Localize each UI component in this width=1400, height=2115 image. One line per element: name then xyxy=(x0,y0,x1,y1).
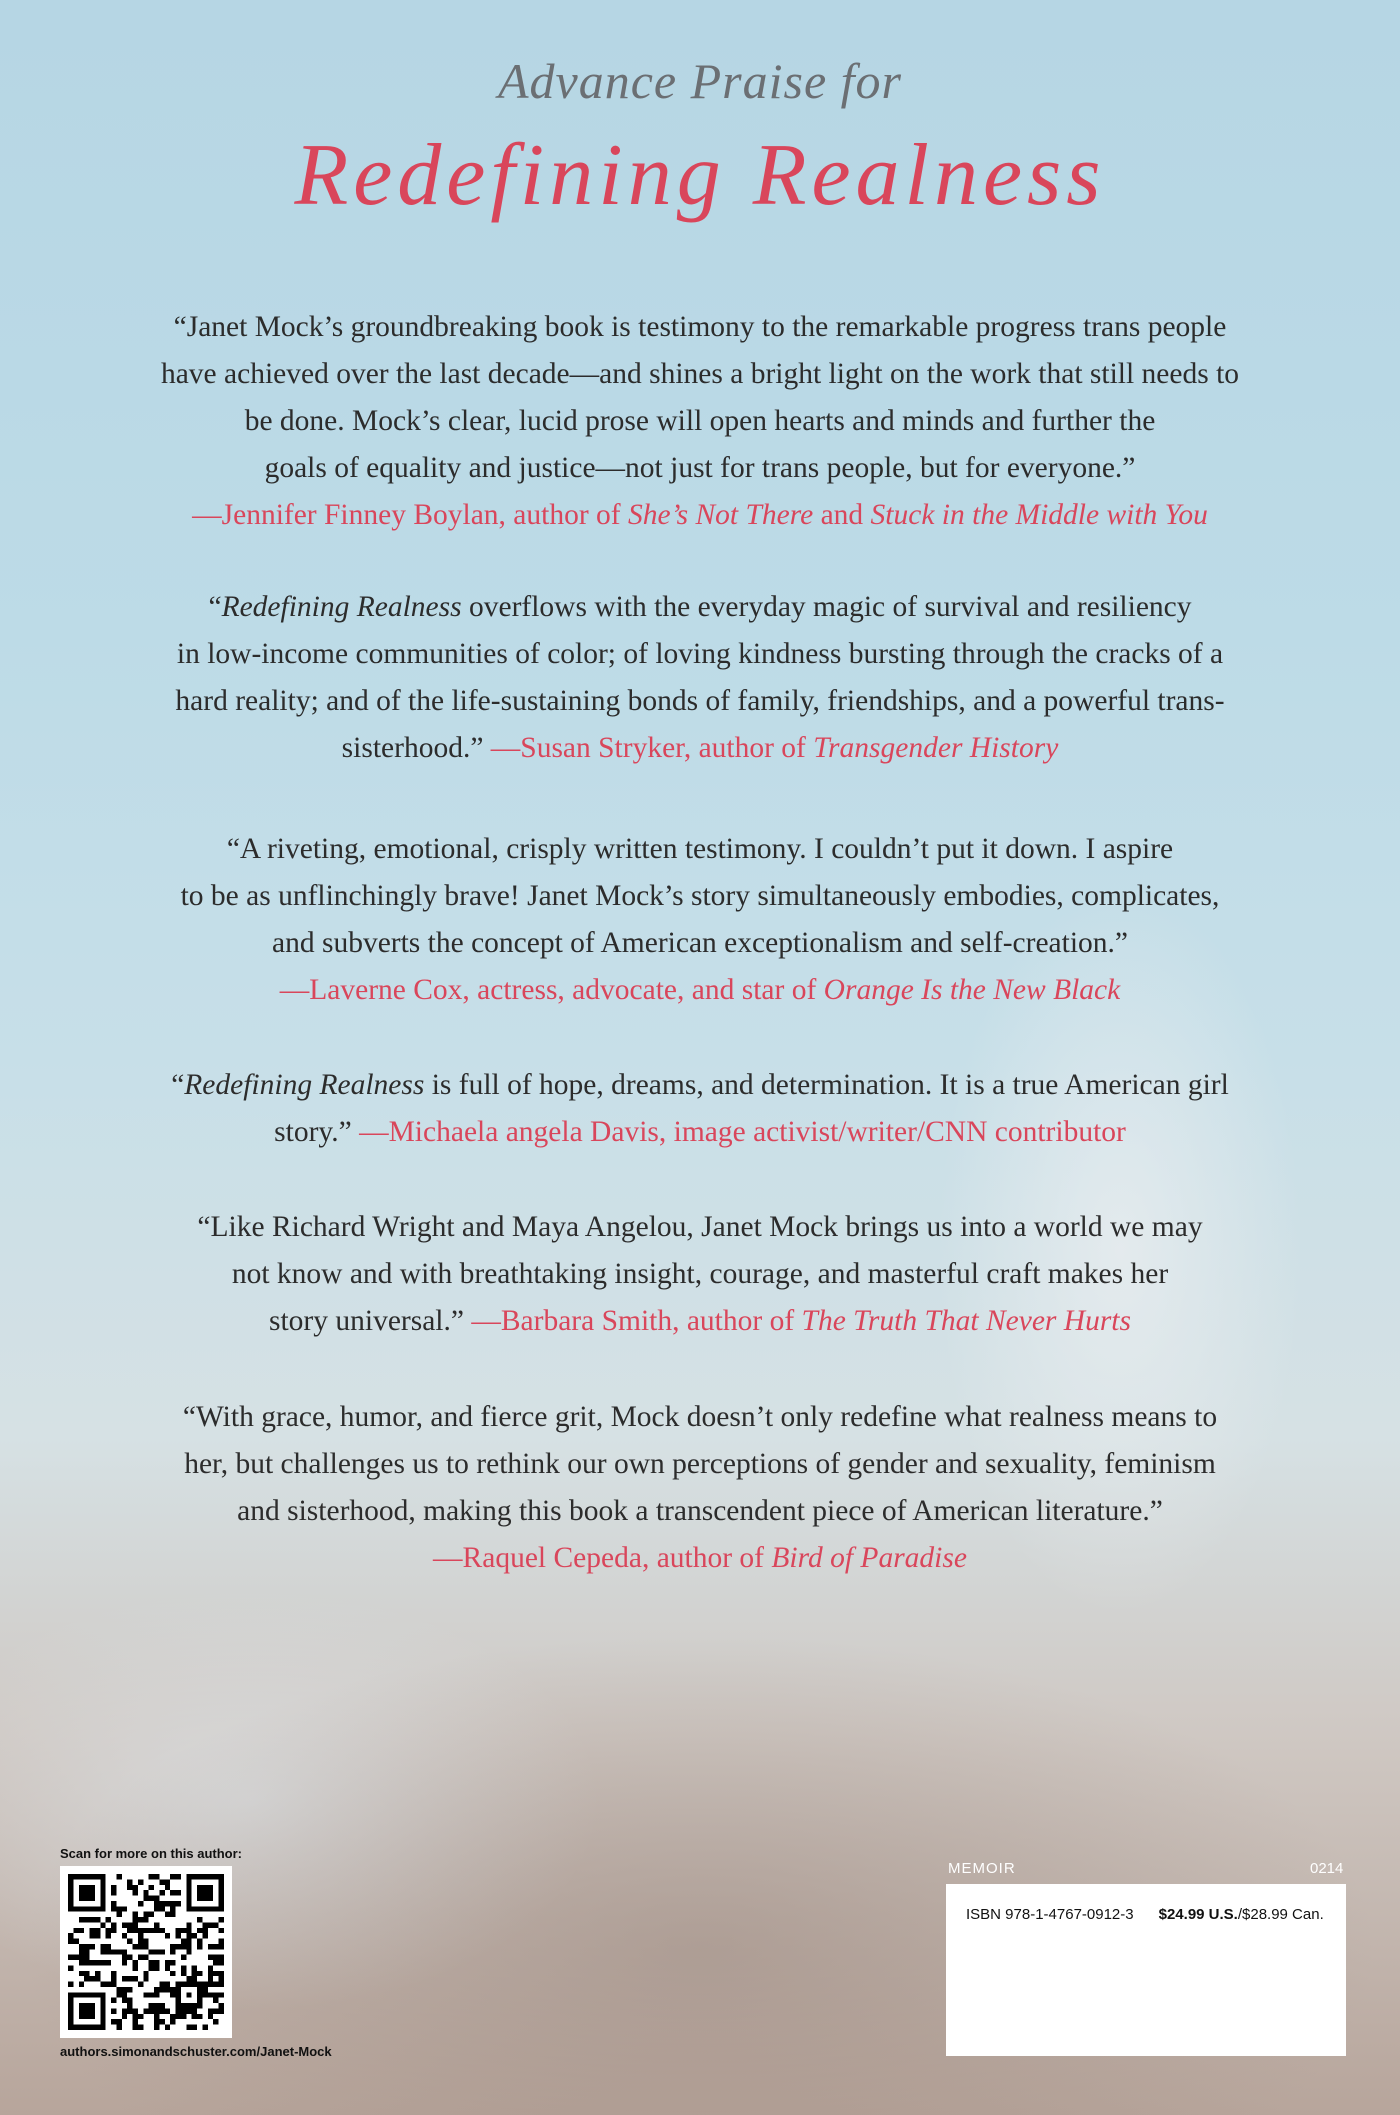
qr-label: Scan for more on this author: xyxy=(60,1846,243,1861)
attribution-author: —Raquel Cepeda, author of xyxy=(433,1542,772,1574)
attribution-author: —Susan Stryker, author of xyxy=(490,732,814,764)
quote-boylan xyxy=(60,304,1340,539)
attribution xyxy=(471,1305,1131,1337)
quote-smith xyxy=(60,1204,1340,1345)
quote-line xyxy=(60,1298,1340,1345)
attribution-author: —Barbara Smith, author of xyxy=(471,1305,802,1337)
attribution-author: —Laverne Cox, actress, advocate, and star of xyxy=(279,974,824,1006)
attribution xyxy=(491,732,1059,764)
quote-line: “Redefining Realness overflows with the everyday magic of survival and resiliency xyxy=(208,591,1192,623)
quoted-book-title: Redefining Realness xyxy=(184,1069,425,1101)
quote-line xyxy=(60,1109,1340,1156)
quote-line: “Redefining Realness is full of hope, dreams, and determination. It is a true American girl xyxy=(171,1069,1229,1101)
quoted-book-title: Redefining Realness xyxy=(221,591,462,623)
quote-line: “A riveting, emotional, crisply written testimony. I couldn’t put it down. I aspire xyxy=(226,833,1174,865)
quote-line xyxy=(60,725,1340,772)
attribution-work: Stuck in the Middle with You xyxy=(870,499,1208,531)
attribution-work: Bird of Paradise xyxy=(771,1542,967,1574)
attribution-joiner: and xyxy=(813,499,871,531)
attribution-work: She’s Not There xyxy=(628,499,814,531)
price-us: $24.99 U.S. xyxy=(1158,1906,1238,1923)
quote-text: story universal.” xyxy=(269,1305,472,1337)
quote-stryker xyxy=(60,584,1340,772)
isbn: ISBN 978-1-4767-0912-3 xyxy=(966,1906,1134,1923)
attribution xyxy=(60,492,1340,539)
attribution: —Michaela angela Davis, image activist/writer/CNN contributor xyxy=(359,1116,1126,1148)
quote-text: overflows with the everyday magic of survival and resiliency xyxy=(461,591,1192,623)
quote-line: not know and with breathtaking insight, courage, and masterful craft makes her xyxy=(231,1258,1169,1290)
quote-line: goals of equality and justice—not just for trans people, but for everyone.” xyxy=(264,452,1136,484)
quote-davis xyxy=(60,1062,1340,1156)
quote-cox xyxy=(60,826,1340,1014)
praise-heading: Advance Praise for xyxy=(497,53,902,109)
quote-line: in low-income communities of color; of loving kindness bursting through the cracks of a xyxy=(176,638,1224,670)
isbn-price-row xyxy=(966,1906,1324,1923)
qr-code[interactable] xyxy=(60,1866,232,2038)
quote-cepeda xyxy=(60,1394,1340,1582)
attribution-author: —Jennifer Finney Boylan, author of xyxy=(192,499,628,531)
quote-text: story.” xyxy=(274,1116,360,1148)
quote-line: “Janet Mock’s groundbreaking book is testimony to the remarkable progress trans people xyxy=(173,311,1227,343)
quote-text: is full of hope, dreams, and determination. It is a true American girl xyxy=(424,1069,1229,1101)
quote-line: “With grace, humor, and fierce grit, Mock doesn’t only redefine what realness means to xyxy=(182,1401,1218,1433)
attribution-work: The Truth That Never Hurts xyxy=(801,1305,1131,1337)
quote-line: her, but challenges us to rethink our own perceptions of gender and sexuality, feminism xyxy=(184,1448,1216,1480)
attribution xyxy=(60,967,1340,1014)
attribution-work: Orange Is the New Black xyxy=(823,974,1121,1006)
quote-line: be done. Mock’s clear, lucid prose will open hearts and minds and further the xyxy=(244,405,1156,437)
genre-label: MEMOIR xyxy=(948,1860,1016,1877)
quote-line: hard reality; and of the life-sustaining bonds of family, friendships, and a powerful trans- xyxy=(175,685,1225,717)
quote-text: sisterhood.” xyxy=(341,732,491,764)
quote-line: “Like Richard Wright and Maya Angelou, Janet Mock brings us into a world we may xyxy=(197,1211,1203,1243)
quote-line: to be as unflinchingly brave! Janet Mock’s story simultaneously embodies, complicates, xyxy=(180,880,1220,912)
quote-line: have achieved over the last decade—and shines a bright light on the work that still needs to xyxy=(160,358,1240,390)
quote-line: and subverts the concept of American exceptionalism and self-creation.” xyxy=(272,927,1128,959)
barcode-box xyxy=(946,1884,1346,2056)
catalog-code: 0214 xyxy=(1310,1860,1344,1877)
book-title: Redefining Realness xyxy=(294,127,1106,224)
attribution xyxy=(60,1535,1340,1582)
attribution-work: Transgender History xyxy=(813,732,1059,764)
qr-code-icon xyxy=(68,1874,224,2030)
price-can: /$28.99 Can. xyxy=(1237,1906,1324,1923)
quote-line: and sisterhood, making this book a transcendent piece of American literature.” xyxy=(237,1495,1163,1527)
author-url[interactable]: authors.simonandschuster.com/Janet-Mock xyxy=(60,2044,332,2059)
